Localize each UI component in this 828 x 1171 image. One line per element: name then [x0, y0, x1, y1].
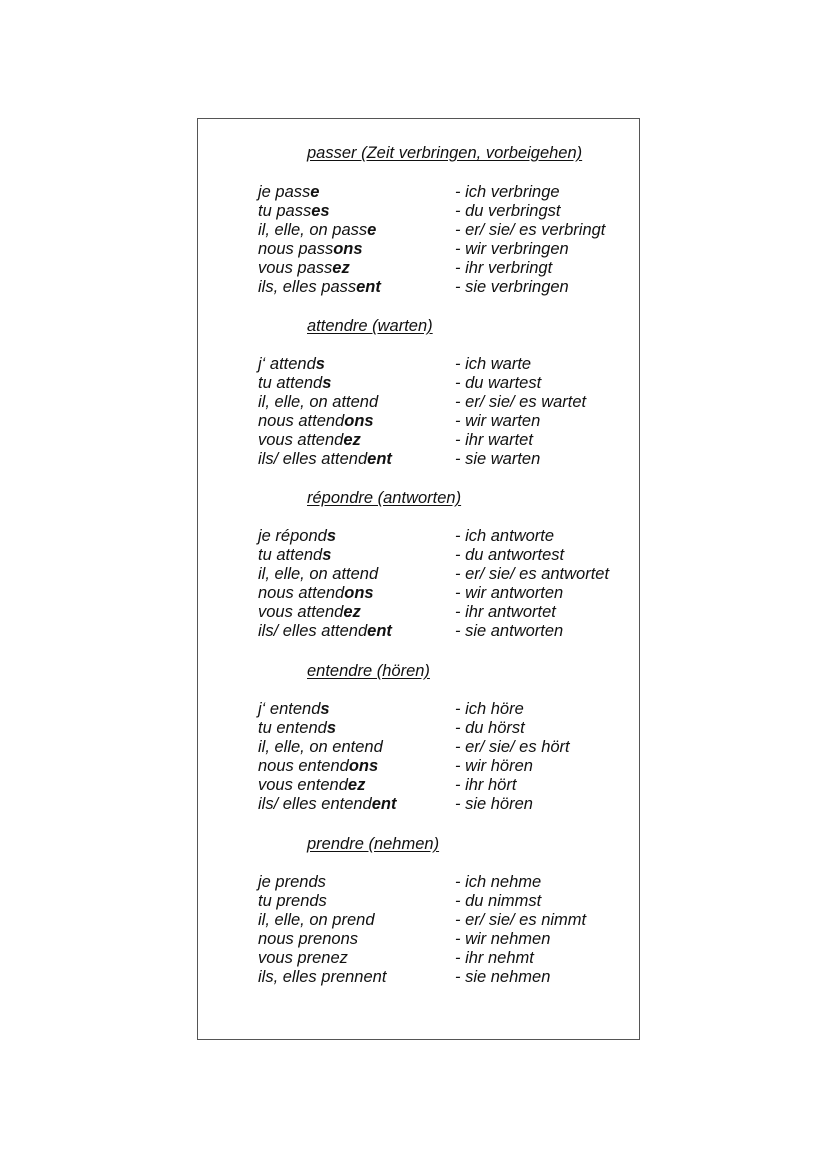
german-translation: - sie verbringen [455, 278, 569, 296]
german-translation: - er/ sie/ es wartet [455, 393, 587, 411]
german-translation: - wir warten [455, 412, 541, 430]
conjugation-row [198, 700, 639, 719]
german-translation: - du antwortest [455, 546, 565, 564]
conjugation-row [198, 546, 639, 565]
french-form: je réponds [258, 527, 336, 545]
conjugation-row [198, 259, 639, 278]
german-translation: - er/ sie/ es verbringt [455, 221, 606, 239]
german-translation: - wir hören [455, 757, 533, 775]
conjugation-row [198, 795, 639, 814]
french-form: tu prends [258, 892, 327, 910]
conjugation-row [198, 930, 639, 949]
french-form: nous passons [258, 240, 363, 258]
french-form: vous passez [258, 259, 350, 277]
conjugation-row [198, 911, 639, 930]
conjugation-sheet [197, 118, 640, 1040]
german-translation: - ihr antwortet [455, 603, 556, 621]
verb-heading: répondre (antworten) [307, 489, 462, 507]
german-translation: - ich höre [455, 700, 524, 718]
conjugation-row [198, 412, 639, 431]
german-translation: - ich nehme [455, 873, 542, 891]
conjugation-row [198, 374, 639, 393]
french-form: vous entendez [258, 776, 366, 794]
german-translation: - ihr wartet [455, 431, 533, 449]
conjugation-row [198, 183, 639, 202]
conjugation-row [198, 565, 639, 584]
german-translation: - er/ sie/ es hört [455, 738, 570, 756]
french-form: nous attendons [258, 584, 374, 602]
conjugation-row [198, 719, 639, 738]
german-translation: - ich verbringe [455, 183, 560, 201]
german-translation: - wir antworten [455, 584, 564, 602]
german-translation: - sie hören [455, 795, 533, 813]
verb-heading: entendre (hören) [307, 662, 430, 680]
french-form: il, elle, on attend [258, 393, 379, 411]
french-form: ils, elles prennent [258, 968, 387, 986]
french-form: ils/ elles entendent [258, 795, 397, 813]
french-form: vous attendez [258, 603, 361, 621]
french-form: je passe [258, 183, 320, 201]
conjugation-row [198, 221, 639, 240]
conjugation-row [198, 873, 639, 892]
french-form: tu entends [258, 719, 336, 737]
french-form: nous attendons [258, 412, 374, 430]
conjugation-row [198, 355, 639, 374]
french-form: il, elle, on attend [258, 565, 379, 583]
verb-heading: prendre (nehmen) [307, 835, 440, 853]
french-form: tu passes [258, 202, 330, 220]
french-form: il, elle, on entend [258, 738, 383, 756]
conjugation-row [198, 202, 639, 221]
verb-heading: passer (Zeit verbringen, vorbeigehen) [307, 144, 583, 162]
german-translation: - du nimmst [455, 892, 542, 910]
conjugation-row [198, 622, 639, 641]
french-form: ils, elles passent [258, 278, 381, 296]
conjugation-row [198, 240, 639, 259]
german-translation: - er/ sie/ es antwortet [455, 565, 610, 583]
french-form: vous prenez [258, 949, 348, 967]
german-translation: - ich antworte [455, 527, 555, 545]
german-translation: - du verbringst [455, 202, 561, 220]
french-form: ils/ elles attendent [258, 622, 392, 640]
german-translation: - du hörst [455, 719, 525, 737]
german-translation: - du wartest [455, 374, 542, 392]
german-translation: - sie nehmen [455, 968, 551, 986]
french-form: il, elle, on prend [258, 911, 375, 929]
conjugation-row [198, 757, 639, 776]
german-translation: - sie warten [455, 450, 541, 468]
french-form: je prends [258, 873, 326, 891]
french-form: j‘ entends [258, 700, 330, 718]
german-translation: - er/ sie/ es nimmt [455, 911, 587, 929]
german-translation: - wir verbringen [455, 240, 569, 258]
conjugation-row [198, 450, 639, 469]
german-translation: - ihr hört [455, 776, 517, 794]
french-form: ils/ elles attendent [258, 450, 392, 468]
french-form: nous prenons [258, 930, 358, 948]
german-translation: - ihr verbringt [455, 259, 553, 277]
german-translation: - ich warte [455, 355, 532, 373]
conjugation-row [198, 776, 639, 795]
german-translation: - wir nehmen [455, 930, 551, 948]
conjugation-row [198, 584, 639, 603]
conjugation-row [198, 431, 639, 450]
verb-heading: attendre (warten) [307, 317, 433, 335]
conjugation-row [198, 968, 639, 987]
french-form: nous entendons [258, 757, 379, 775]
french-form: il, elle, on passe [258, 221, 377, 239]
conjugation-row [198, 738, 639, 757]
conjugation-row [198, 603, 639, 622]
conjugation-row [198, 892, 639, 911]
german-translation: - sie antworten [455, 622, 564, 640]
french-form: j‘ attends [258, 355, 325, 373]
conjugation-row [198, 949, 639, 968]
conjugation-row [198, 278, 639, 297]
french-form: tu attends [258, 374, 332, 392]
french-form: tu attends [258, 546, 332, 564]
german-translation: - ihr nehmt [455, 949, 534, 967]
french-form: vous attendez [258, 431, 361, 449]
conjugation-row [198, 527, 639, 546]
conjugation-row [198, 393, 639, 412]
